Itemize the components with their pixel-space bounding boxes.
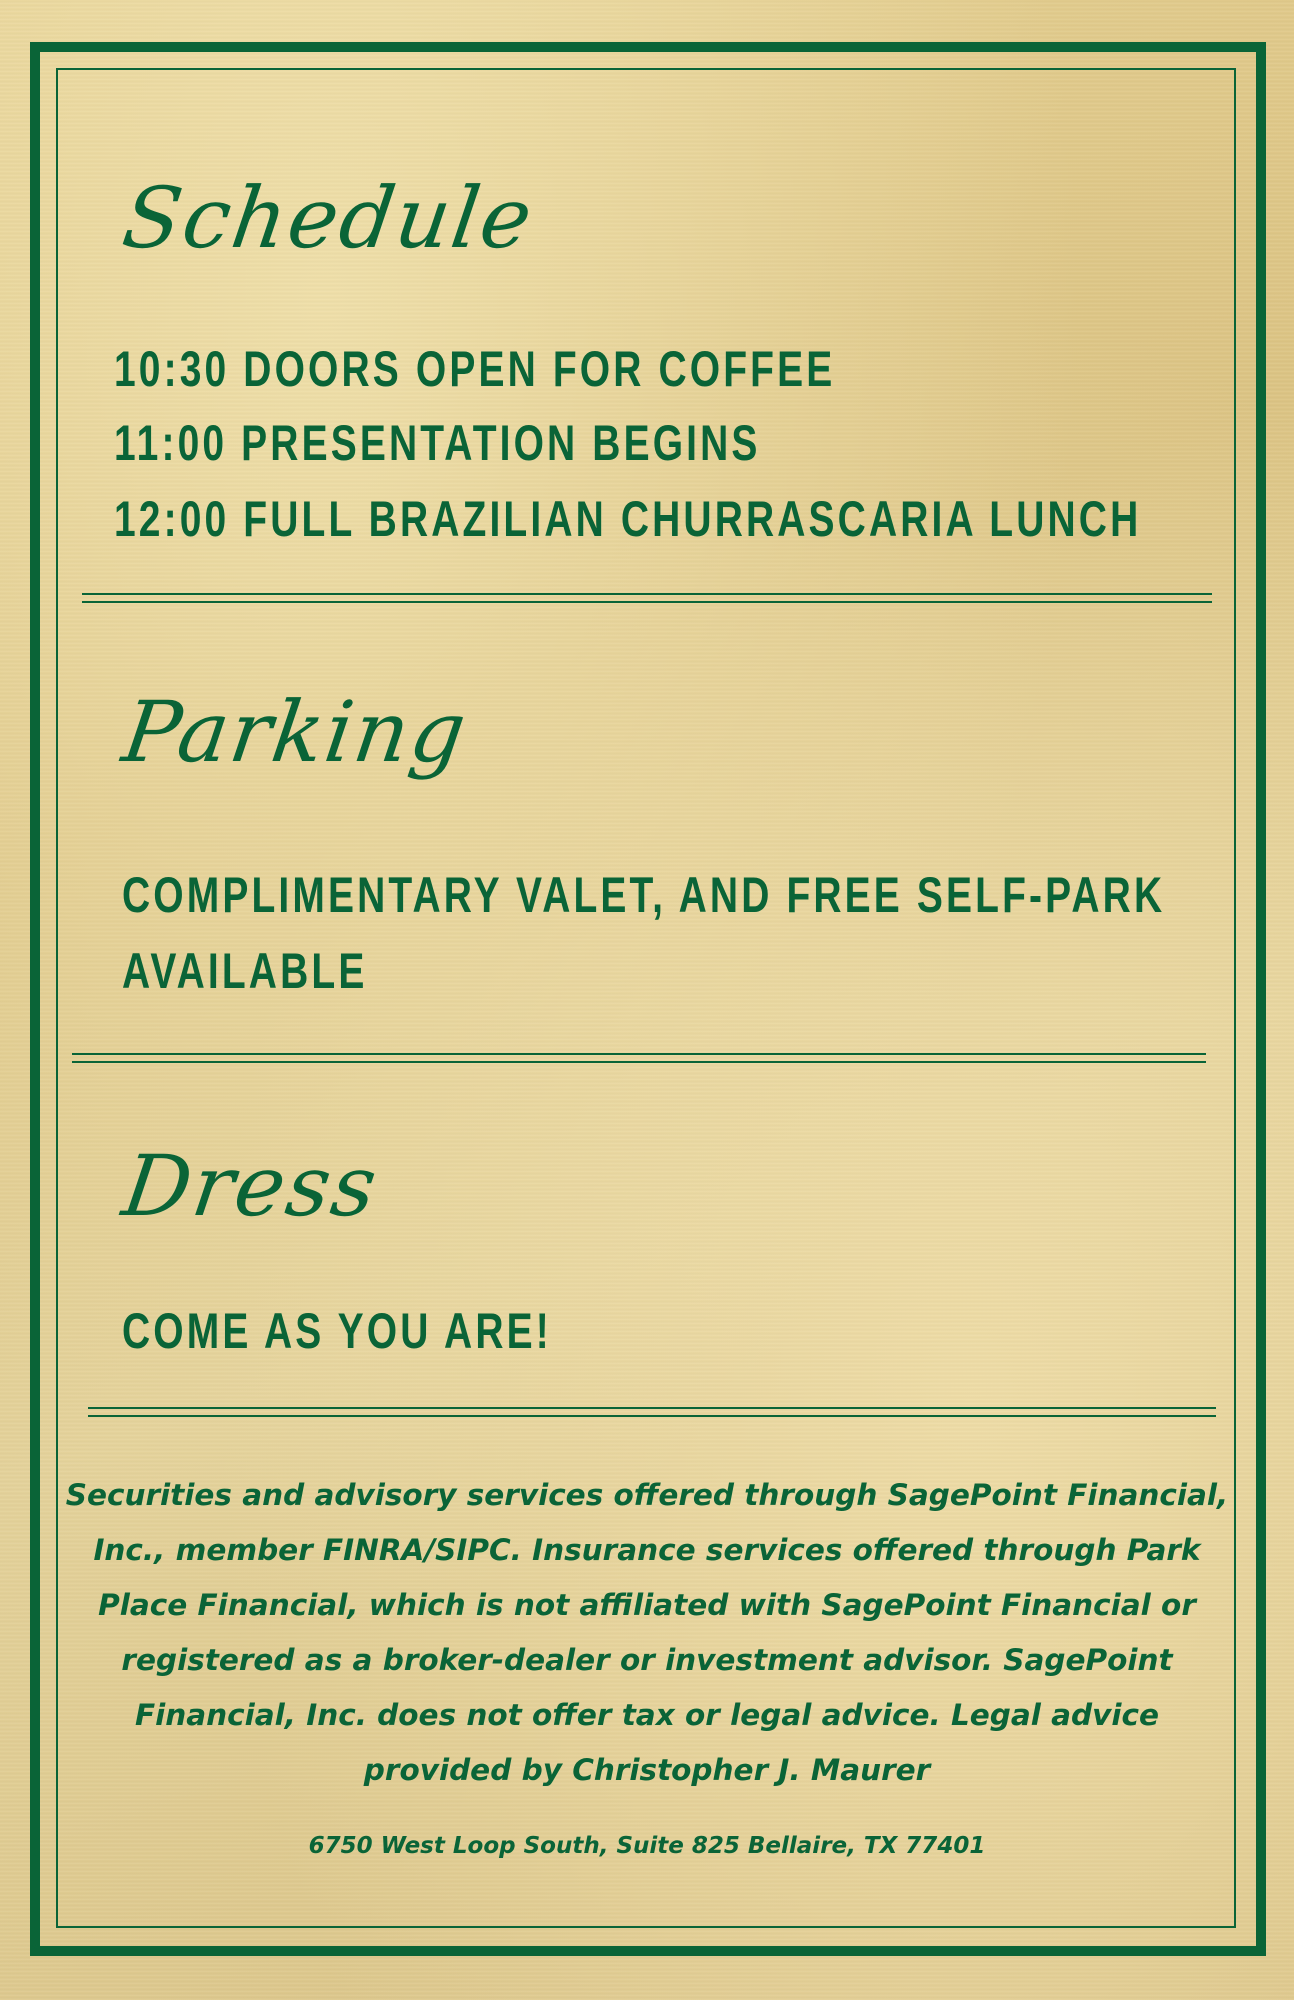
schedule-item: 12:00 FULL BRAZILIAN CHURRASCARIA LUNCH [114, 491, 1142, 547]
legal-disclaimer: Securities and advisory services offered through SagePoint Financial, Inc., member FINRA/SIPC. Insurance services offered through Park Place Financial, which is not affiliated with SagePoint Financial or registered as a broker-dealer or investment advisor. SagePoint Financial, Inc. does not offer tax or legal advice. Legal advice provided by Christopher J. Maurer [65, 1478, 1229, 1787]
dress-heading: Dress [117, 1137, 385, 1235]
parking-text-line: COMPLIMENTARY VALET, AND FREE SELF-PARK [122, 867, 1166, 923]
section-divider [72, 1053, 1206, 1063]
section-divider [88, 1407, 1216, 1417]
address: 6750 West Loop South, Suite 825 Bellaire, TX 77401 [308, 1833, 986, 1859]
section-divider [82, 593, 1212, 603]
schedule-heading: Schedule [117, 169, 540, 267]
schedule-item: 10:30 DOORS OPEN FOR COFFEE [114, 341, 836, 397]
parking-text-line: AVAILABLE [122, 943, 368, 999]
schedule-item: 11:00 PRESENTATION BEGINS [114, 415, 761, 471]
dress-text: COME AS YOU ARE! [122, 1303, 552, 1359]
parking-heading: Parking [117, 683, 474, 781]
